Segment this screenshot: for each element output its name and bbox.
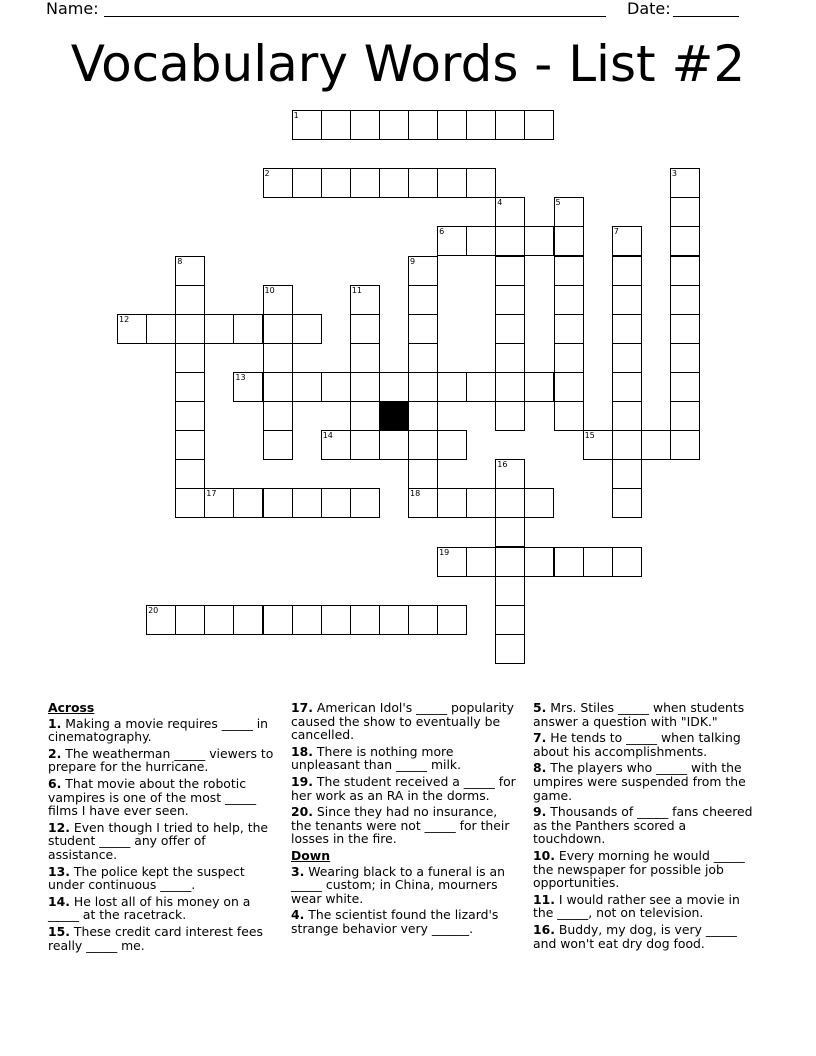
down-heading: Down bbox=[291, 847, 331, 863]
grid-cell[interactable] bbox=[495, 517, 525, 547]
clue-item bbox=[533, 701, 755, 728]
grid-cell[interactable] bbox=[670, 256, 700, 286]
grid-cell[interactable] bbox=[292, 372, 322, 402]
grid-cell[interactable] bbox=[583, 430, 613, 460]
clue-number-label: 18. bbox=[291, 743, 313, 759]
across-heading: Across bbox=[48, 700, 95, 715]
grid-cell[interactable] bbox=[379, 430, 409, 460]
grid-cell[interactable] bbox=[263, 372, 293, 402]
date-label: Date: bbox=[627, 0, 671, 18]
clue-number-label: 9. bbox=[533, 804, 547, 820]
grid-cell[interactable] bbox=[175, 372, 205, 402]
clue-text: He tends to _____ when talking about his accomplishments. bbox=[533, 730, 741, 759]
clues-column-3 bbox=[533, 701, 755, 953]
grid-cell[interactable] bbox=[466, 226, 496, 256]
clue-item bbox=[291, 745, 521, 772]
clue-text: These credit card interest fees really _____ me. bbox=[48, 923, 263, 953]
clue-item bbox=[48, 895, 274, 922]
grid-cell[interactable] bbox=[495, 634, 525, 664]
grid-cell[interactable] bbox=[554, 256, 584, 286]
clue-item bbox=[48, 747, 274, 774]
grid-cell[interactable] bbox=[554, 372, 584, 402]
grid-cell[interactable] bbox=[321, 168, 351, 198]
across-clue-list bbox=[48, 717, 274, 953]
clue-text: He lost all of his money on a _____ at the racetrack. bbox=[48, 893, 251, 923]
grid-cell[interactable] bbox=[350, 343, 380, 373]
grid-cell[interactable] bbox=[350, 110, 380, 140]
clue-number-label: 4. bbox=[291, 907, 305, 923]
clue-number-label: 11. bbox=[533, 891, 555, 907]
grid-cell[interactable] bbox=[408, 605, 438, 635]
grid-cell[interactable] bbox=[554, 547, 584, 577]
grid-cell[interactable] bbox=[583, 547, 613, 577]
name-label: Name: bbox=[46, 0, 99, 18]
clue-number-label: 7. bbox=[533, 730, 547, 746]
grid-cell[interactable] bbox=[321, 488, 351, 518]
grid-cell[interactable] bbox=[292, 488, 322, 518]
clue-number-label: 14. bbox=[48, 893, 70, 909]
clue-item bbox=[48, 925, 274, 952]
clues-column-2 bbox=[291, 701, 521, 939]
grid-cell[interactable] bbox=[670, 314, 700, 344]
grid-cell[interactable] bbox=[408, 343, 438, 373]
grid-cell[interactable] bbox=[175, 488, 205, 518]
grid-cell[interactable] bbox=[263, 401, 293, 431]
grid-cell[interactable] bbox=[612, 343, 642, 373]
clue-number: 2 bbox=[264, 169, 270, 179]
grid-cell[interactable] bbox=[670, 285, 700, 315]
grid-cell[interactable] bbox=[554, 401, 584, 431]
clue-number: 5 bbox=[555, 198, 561, 208]
clue-item bbox=[533, 805, 755, 846]
clue-item bbox=[533, 849, 755, 890]
clues-column-1 bbox=[48, 701, 274, 955]
clue-number: 4 bbox=[497, 198, 503, 208]
grid-cell[interactable] bbox=[495, 401, 525, 431]
clue-text: Even though I tried to help, the student _____ any offer of assistance. bbox=[48, 819, 269, 862]
down-clue-list bbox=[291, 865, 521, 936]
grid-cell[interactable] bbox=[117, 314, 147, 344]
grid-cell[interactable] bbox=[495, 226, 525, 256]
grid-cell[interactable] bbox=[379, 372, 409, 402]
clue-number: 16 bbox=[497, 460, 508, 470]
clue-item bbox=[533, 761, 755, 802]
clue-number-label: 6. bbox=[48, 775, 62, 791]
grid-cell[interactable] bbox=[437, 547, 467, 577]
down-clue-list-continued bbox=[533, 701, 755, 950]
clue-text: The weatherman _____ viewers to prepare for the hurricane. bbox=[48, 745, 274, 775]
clue-text: Mrs. Stiles _____ when students answer a question with "IDK." bbox=[533, 700, 745, 729]
grid-cell[interactable] bbox=[233, 488, 263, 518]
grid-cell[interactable] bbox=[466, 110, 496, 140]
grid-cell[interactable] bbox=[292, 110, 322, 140]
clue-number: 8 bbox=[177, 256, 183, 266]
grid-cell[interactable] bbox=[612, 285, 642, 315]
clue-number-label: 8. bbox=[533, 760, 547, 776]
grid-cell[interactable] bbox=[350, 401, 380, 431]
grid-cell[interactable] bbox=[263, 488, 293, 518]
grid-cell[interactable] bbox=[524, 547, 554, 577]
clue-item bbox=[48, 865, 274, 892]
grid-cell[interactable] bbox=[437, 226, 467, 256]
clue-item bbox=[533, 923, 755, 950]
grid-cell[interactable] bbox=[175, 343, 205, 373]
grid-cell[interactable] bbox=[466, 488, 496, 518]
grid-cell[interactable] bbox=[292, 168, 322, 198]
clue-number-label: 2. bbox=[48, 745, 62, 761]
clue-number: 7 bbox=[613, 227, 619, 237]
grid-cell[interactable] bbox=[292, 605, 322, 635]
grid-cell[interactable] bbox=[350, 430, 380, 460]
grid-cell[interactable] bbox=[408, 110, 438, 140]
grid-cell[interactable] bbox=[495, 256, 525, 286]
clue-text: I would rather see a movie in the _____, not on television. bbox=[533, 891, 740, 921]
across-clue-list-continued bbox=[291, 701, 521, 846]
clue-item bbox=[291, 701, 521, 742]
grid-cell[interactable] bbox=[350, 488, 380, 518]
grid-cell[interactable] bbox=[175, 256, 205, 286]
clue-number: 9 bbox=[410, 256, 416, 266]
grid-cell[interactable] bbox=[524, 372, 554, 402]
grid-cell[interactable] bbox=[495, 547, 525, 577]
grid-cell[interactable] bbox=[495, 285, 525, 315]
grid-cell[interactable] bbox=[437, 372, 467, 402]
grid-cell[interactable] bbox=[408, 168, 438, 198]
grid-cell[interactable] bbox=[612, 488, 642, 518]
grid-cell[interactable] bbox=[175, 430, 205, 460]
clue-item bbox=[291, 805, 521, 846]
grid-cell[interactable] bbox=[350, 372, 380, 402]
clue-text: The student received a _____ for her work as an RA in the dorms. bbox=[291, 773, 516, 803]
grid-cell[interactable] bbox=[495, 459, 525, 489]
clue-text: The scientist found the lizard's strange behavior very ______. bbox=[291, 907, 499, 936]
grid-cell[interactable] bbox=[437, 110, 467, 140]
clue-number: 18 bbox=[410, 489, 421, 499]
grid-cell[interactable] bbox=[641, 430, 671, 460]
grid-cell[interactable] bbox=[263, 343, 293, 373]
clue-text: There is nothing more unpleasant than _____ milk. bbox=[291, 743, 462, 773]
grid-cell[interactable] bbox=[175, 605, 205, 635]
grid-cell[interactable] bbox=[408, 314, 438, 344]
clue-item bbox=[291, 908, 521, 935]
grid-cell[interactable] bbox=[495, 488, 525, 518]
grid-cell[interactable] bbox=[175, 285, 205, 315]
clue-text: That movie about the robotic vampires is one of the most _____ films I have ever seen. bbox=[48, 775, 257, 819]
grid-cell[interactable] bbox=[612, 401, 642, 431]
grid-cell[interactable] bbox=[495, 372, 525, 402]
grid-cell[interactable] bbox=[670, 226, 700, 256]
clue-number: 17 bbox=[206, 489, 217, 499]
grid-cell[interactable] bbox=[263, 605, 293, 635]
clue-number-label: 17. bbox=[291, 700, 313, 715]
grid-cell[interactable] bbox=[350, 605, 380, 635]
clue-item bbox=[48, 777, 274, 818]
grid-cell[interactable] bbox=[466, 168, 496, 198]
grid-cell[interactable] bbox=[495, 343, 525, 373]
grid-cell[interactable] bbox=[495, 576, 525, 606]
grid-cell[interactable] bbox=[670, 430, 700, 460]
grid-cell[interactable] bbox=[554, 197, 584, 227]
clue-item bbox=[533, 893, 755, 920]
clue-text: Every morning he would _____ the newspaper for possible job opportunities. bbox=[533, 847, 745, 891]
clue-number: 20 bbox=[148, 605, 159, 615]
grid-cell[interactable] bbox=[466, 547, 496, 577]
grid-cell[interactable] bbox=[204, 605, 234, 635]
grid-cell[interactable] bbox=[263, 430, 293, 460]
clue-text: Since they had no insurance, the tenants were not _____ for their losses in the fire. bbox=[291, 804, 510, 847]
clue-item bbox=[48, 717, 274, 744]
clue-number-label: 3. bbox=[291, 863, 305, 879]
grid-cell[interactable] bbox=[466, 372, 496, 402]
black-cell bbox=[379, 401, 409, 431]
grid-cell[interactable] bbox=[233, 372, 263, 402]
grid-cell[interactable] bbox=[321, 430, 351, 460]
clue-number: 3 bbox=[671, 169, 677, 179]
clue-number-label: 15. bbox=[48, 923, 70, 939]
grid-cell[interactable] bbox=[321, 110, 351, 140]
clue-number: 12 bbox=[119, 314, 130, 324]
grid-cell[interactable] bbox=[554, 343, 584, 373]
grid-cell[interactable] bbox=[408, 430, 438, 460]
grid-cell[interactable] bbox=[263, 168, 293, 198]
clue-item bbox=[533, 731, 755, 758]
clue-item bbox=[291, 775, 521, 802]
clue-number: 11 bbox=[351, 285, 362, 295]
clue-text: The players who _____ with the umpires were suspended from the game. bbox=[533, 760, 746, 803]
clue-number: 1 bbox=[293, 111, 299, 120]
clue-number: 13 bbox=[235, 372, 246, 382]
grid-cell[interactable] bbox=[321, 372, 351, 402]
grid-cell[interactable] bbox=[379, 168, 409, 198]
grid-cell[interactable] bbox=[175, 401, 205, 431]
grid-cell[interactable] bbox=[379, 110, 409, 140]
grid-cell[interactable] bbox=[350, 285, 380, 315]
grid-cell[interactable] bbox=[263, 314, 293, 344]
grid-cell[interactable] bbox=[263, 285, 293, 315]
grid-cell[interactable] bbox=[408, 401, 438, 431]
grid-cell[interactable] bbox=[321, 605, 351, 635]
grid-cell[interactable] bbox=[175, 314, 205, 344]
grid-cell[interactable] bbox=[612, 430, 642, 460]
clue-number-label: 1. bbox=[48, 715, 62, 731]
page-title: Vocabulary Words - List #2 bbox=[70, 35, 746, 93]
grid-cell[interactable] bbox=[146, 314, 176, 344]
grid-cell[interactable] bbox=[612, 314, 642, 344]
grid-cell[interactable] bbox=[524, 110, 554, 140]
grid-cell[interactable] bbox=[408, 285, 438, 315]
grid-cell[interactable] bbox=[350, 314, 380, 344]
clue-text: Buddy, my dog, is very _____ and won't eat dry dog food. bbox=[533, 921, 737, 951]
grid-cell[interactable] bbox=[204, 488, 234, 518]
grid-cell[interactable] bbox=[437, 605, 467, 635]
grid-cell[interactable] bbox=[495, 605, 525, 635]
grid-cell[interactable] bbox=[408, 372, 438, 402]
grid-cell[interactable] bbox=[437, 168, 467, 198]
clue-number-label: 10. bbox=[533, 847, 555, 863]
grid-cell[interactable] bbox=[670, 401, 700, 431]
grid-cell[interactable] bbox=[437, 488, 467, 518]
grid-cell[interactable] bbox=[524, 226, 554, 256]
grid-cell[interactable] bbox=[670, 372, 700, 402]
grid-cell[interactable] bbox=[554, 285, 584, 315]
grid-cell[interactable] bbox=[670, 197, 700, 227]
grid-cell[interactable] bbox=[350, 168, 380, 198]
grid-cell[interactable] bbox=[408, 256, 438, 286]
grid-cell[interactable] bbox=[292, 314, 322, 344]
clue-number-label: 16. bbox=[533, 921, 555, 937]
clue-number: 14 bbox=[322, 431, 333, 441]
clue-item bbox=[291, 865, 521, 906]
grid-cell[interactable] bbox=[554, 314, 584, 344]
grid-cell[interactable] bbox=[204, 314, 234, 344]
clue-text: American Idol's _____ popularity caused the show to eventually be cancelled. bbox=[291, 700, 514, 743]
grid-cell[interactable] bbox=[495, 110, 525, 140]
clue-text: Thousands of _____ fans cheered as the Panthers scored a touchdown. bbox=[533, 804, 753, 847]
clue-number: 15 bbox=[584, 431, 595, 441]
grid-cell[interactable] bbox=[379, 605, 409, 635]
grid-cell[interactable] bbox=[670, 168, 700, 198]
grid-cell[interactable] bbox=[612, 547, 642, 577]
grid-cell[interactable] bbox=[495, 314, 525, 344]
clue-number-label: 12. bbox=[48, 819, 70, 835]
grid-cell[interactable] bbox=[495, 197, 525, 227]
grid-cell[interactable] bbox=[146, 605, 176, 635]
clue-number: 6 bbox=[439, 227, 445, 237]
clue-number-label: 5. bbox=[533, 700, 547, 715]
clue-number: 10 bbox=[264, 285, 275, 295]
grid-cell[interactable] bbox=[437, 430, 467, 460]
grid-cell[interactable] bbox=[408, 459, 438, 489]
grid-cell[interactable] bbox=[175, 459, 205, 489]
grid-cell[interactable] bbox=[524, 488, 554, 518]
grid-cell[interactable] bbox=[612, 459, 642, 489]
clue-number-label: 13. bbox=[48, 863, 70, 879]
grid-cell[interactable] bbox=[233, 605, 263, 635]
grid-cell[interactable] bbox=[554, 226, 584, 256]
clue-number-label: 20. bbox=[291, 804, 313, 820]
grid-cell[interactable] bbox=[612, 372, 642, 402]
grid-cell[interactable] bbox=[408, 488, 438, 518]
clue-number: 19 bbox=[439, 547, 450, 557]
grid-cell[interactable] bbox=[612, 226, 642, 256]
grid-cell[interactable] bbox=[670, 343, 700, 373]
clue-text: The police kept the suspect under continuous _____. bbox=[48, 863, 245, 893]
clue-text: Wearing black to a funeral is an _____ custom; in China, mourners wear white. bbox=[291, 863, 505, 906]
clue-number-label: 19. bbox=[291, 773, 313, 789]
grid-cell[interactable] bbox=[612, 256, 642, 286]
clue-text: Making a movie requires _____ in cinematography. bbox=[48, 715, 269, 745]
grid-cell[interactable] bbox=[233, 314, 263, 344]
clue-item bbox=[48, 821, 274, 862]
